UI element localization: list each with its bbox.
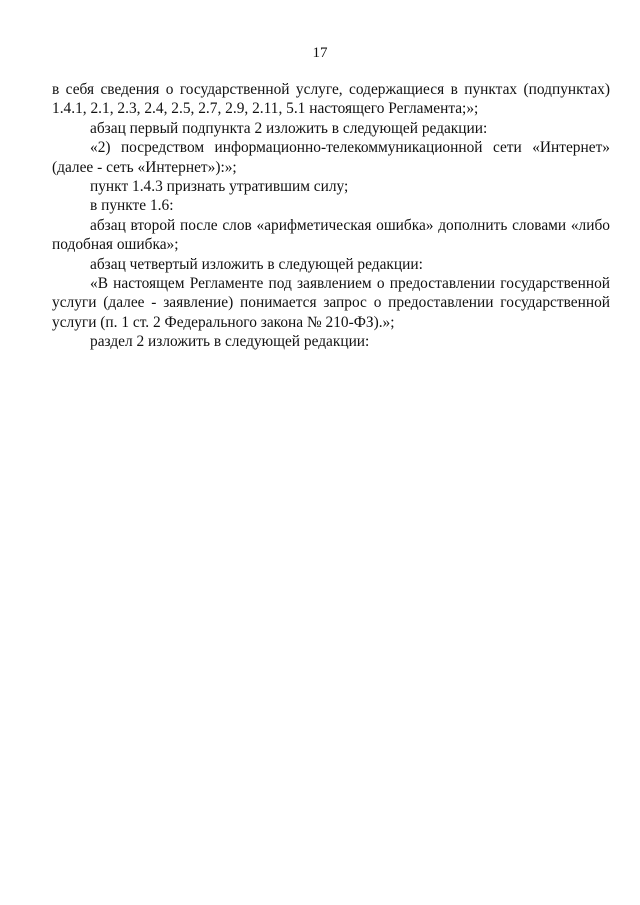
paragraph-subpoint-2-heading: абзац первый подпункта 2 изложить в следующей редакции: <box>90 119 488 137</box>
document-body <box>52 80 610 352</box>
paragraph-zayavlenie-definition: «В настоящем Регламенте под заявлением о предоставлении государственной услуги (далее - заявление) понимается запрос о предоставлении государственной услуги (п. 1 ст. 2 Федерального закона № 210-ФЗ).»; <box>52 275 610 331</box>
paragraph-point-1-6: в пункте 1.6: <box>90 197 174 215</box>
page-number: 17 <box>312 45 328 61</box>
paragraph-point-1-4-3: пункт 1.4.3 признать утратившим силу; <box>90 178 349 196</box>
paragraph-second-abzac: абзац второй после слов «арифметическая ошибка» дополнить словами «либо подобная ошибка»; <box>52 216 610 254</box>
paragraph-continuation: в себя сведения о государственной услуге, содержащиеся в пунктах (подпунктах) 1.4.1, 2.1, 2.3, 2.4, 2.5, 2.7, 2.9, 2.11, 5.1 настоящего Регламента;»; <box>52 81 610 118</box>
paragraph-fourth-abzac: абзац четвертый изложить в следующей редакции: <box>90 255 423 273</box>
paragraph-subpoint-2-text: «2) посредством информационно-телекоммуникационной сети «Интернет» (далее - сеть «Интернет»):»; <box>52 139 610 176</box>
paragraph-section-2: раздел 2 изложить в следующей редакции: <box>90 333 370 351</box>
